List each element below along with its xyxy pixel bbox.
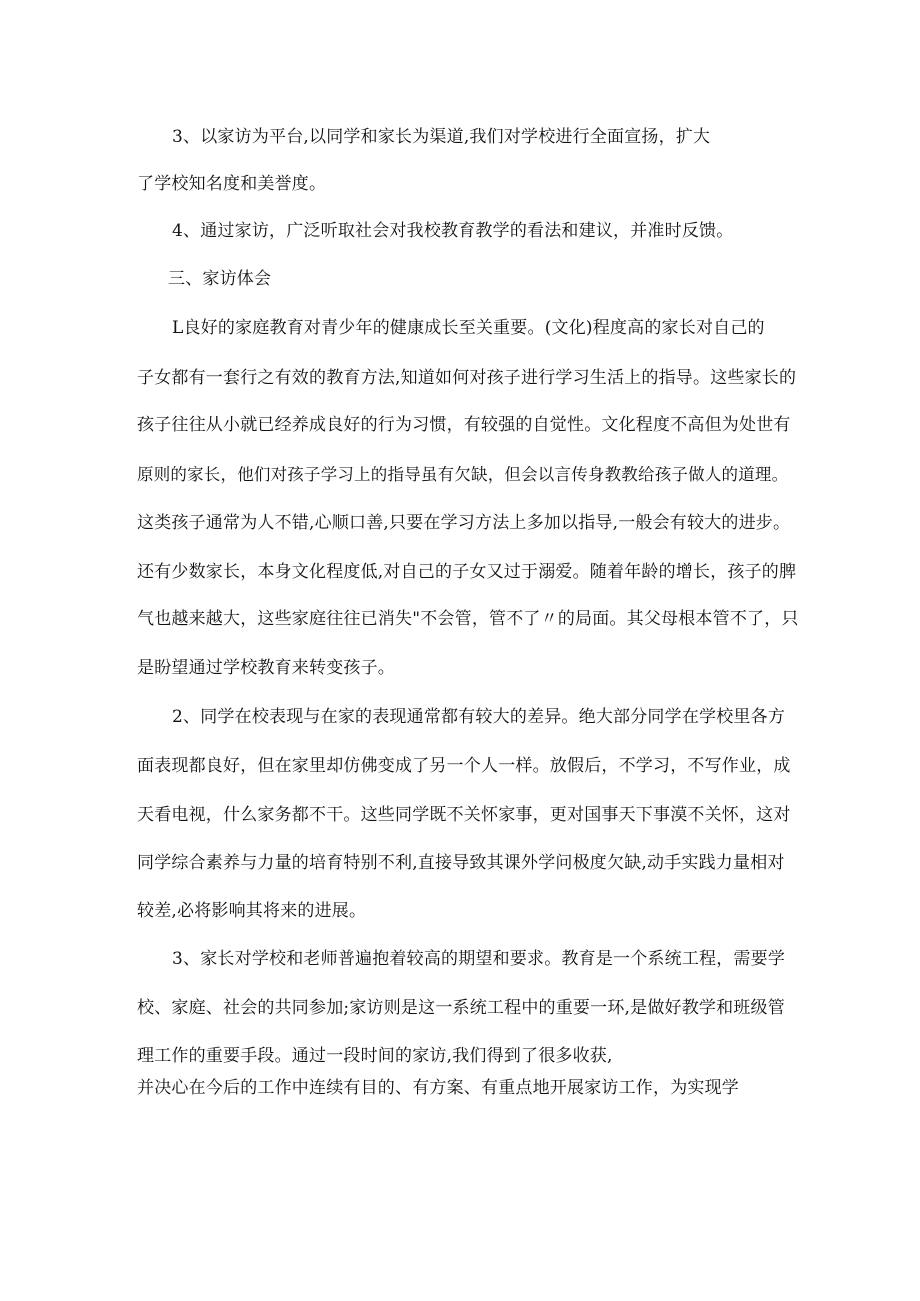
text-line: 原则的家长，他们对孩子学习上的指导虽有欠缺，但会以言传身教教给孩子做人的道理。	[137, 465, 789, 484]
text-line: 面表现都良好，但在家里却仿佛变成了另一个人一样。放假后，不学习，不写作业，成	[137, 756, 791, 776]
text-line: 天看电视，什么家务都不干。这些同学既不关怀家事，更对国事天下事漠不关怀，这对	[137, 805, 791, 825]
text-line: 气也越来越大，这些家庭往往已消失"不会管，管不了〃的局面。其父母根本管不了，只	[137, 609, 799, 629]
text-line: 2、同学在校表现与在家的表现通常都有较大的差异。绝大部分同学在学校里各方	[172, 707, 786, 727]
text-line: 了学校知名度和美誉度。	[137, 174, 327, 194]
text-line: 同学综合素养与力量的培育特别不利,直接导致其课外学问极度欠缺,动手实践力量相对	[137, 853, 785, 873]
text-line: 4、通过家访，广泛听取社会对我校教育教学的看法和建议，并准时反馈。	[172, 221, 734, 241]
text-line: 孩子往往从小就已经养成良好的行为习惯，有较强的自觉性。文化程度不高但为处世有	[137, 415, 791, 435]
section-heading: 三、家访体会	[168, 269, 272, 289]
text-line: 较差,必将影响其将来的进展。	[137, 901, 367, 921]
text-line: 还有少数家长，本身文化程度低,对自己的子女又过于溺爱。随着年龄的增长，孩子的脾	[137, 562, 797, 582]
text-line: 3、家长对学校和老师普遍抱着较高的期望和要求。教育是一个系统工程，需要学	[172, 949, 786, 969]
text-line: 理工作的重要手段。通过一段时间的家访,我们得到了很多收获,	[137, 1046, 613, 1066]
text-line: L良好的家庭教育对青少年的健康成长至关重要。(文化)程度高的家长对自己的	[172, 318, 765, 338]
text-line: 是盼望通过学校教育来转变孩子。	[137, 658, 395, 678]
text-line: 子女都有一套行之有效的教育方法,知道如何对孩子进行学习生活上的指导。这些家长的	[137, 368, 797, 388]
text-line: 这类孩子通常为人不错,心顺口善,只要在学习方法上多加以指导,一般会有较大的进步。	[137, 513, 791, 533]
text-line: 3、以家访为平台,以同学和家长为渠道,我们对学校进行全面宣扬，扩大	[172, 127, 711, 147]
text-line: 并决心在今后的工作中连续有目的、有方案、有重点地开展家访工作，为实现学	[137, 1078, 739, 1098]
text-line: 校、家庭、社会的共同参加;家访则是这一系统工程中的重要一环,是做好教学和班级管	[137, 998, 785, 1018]
